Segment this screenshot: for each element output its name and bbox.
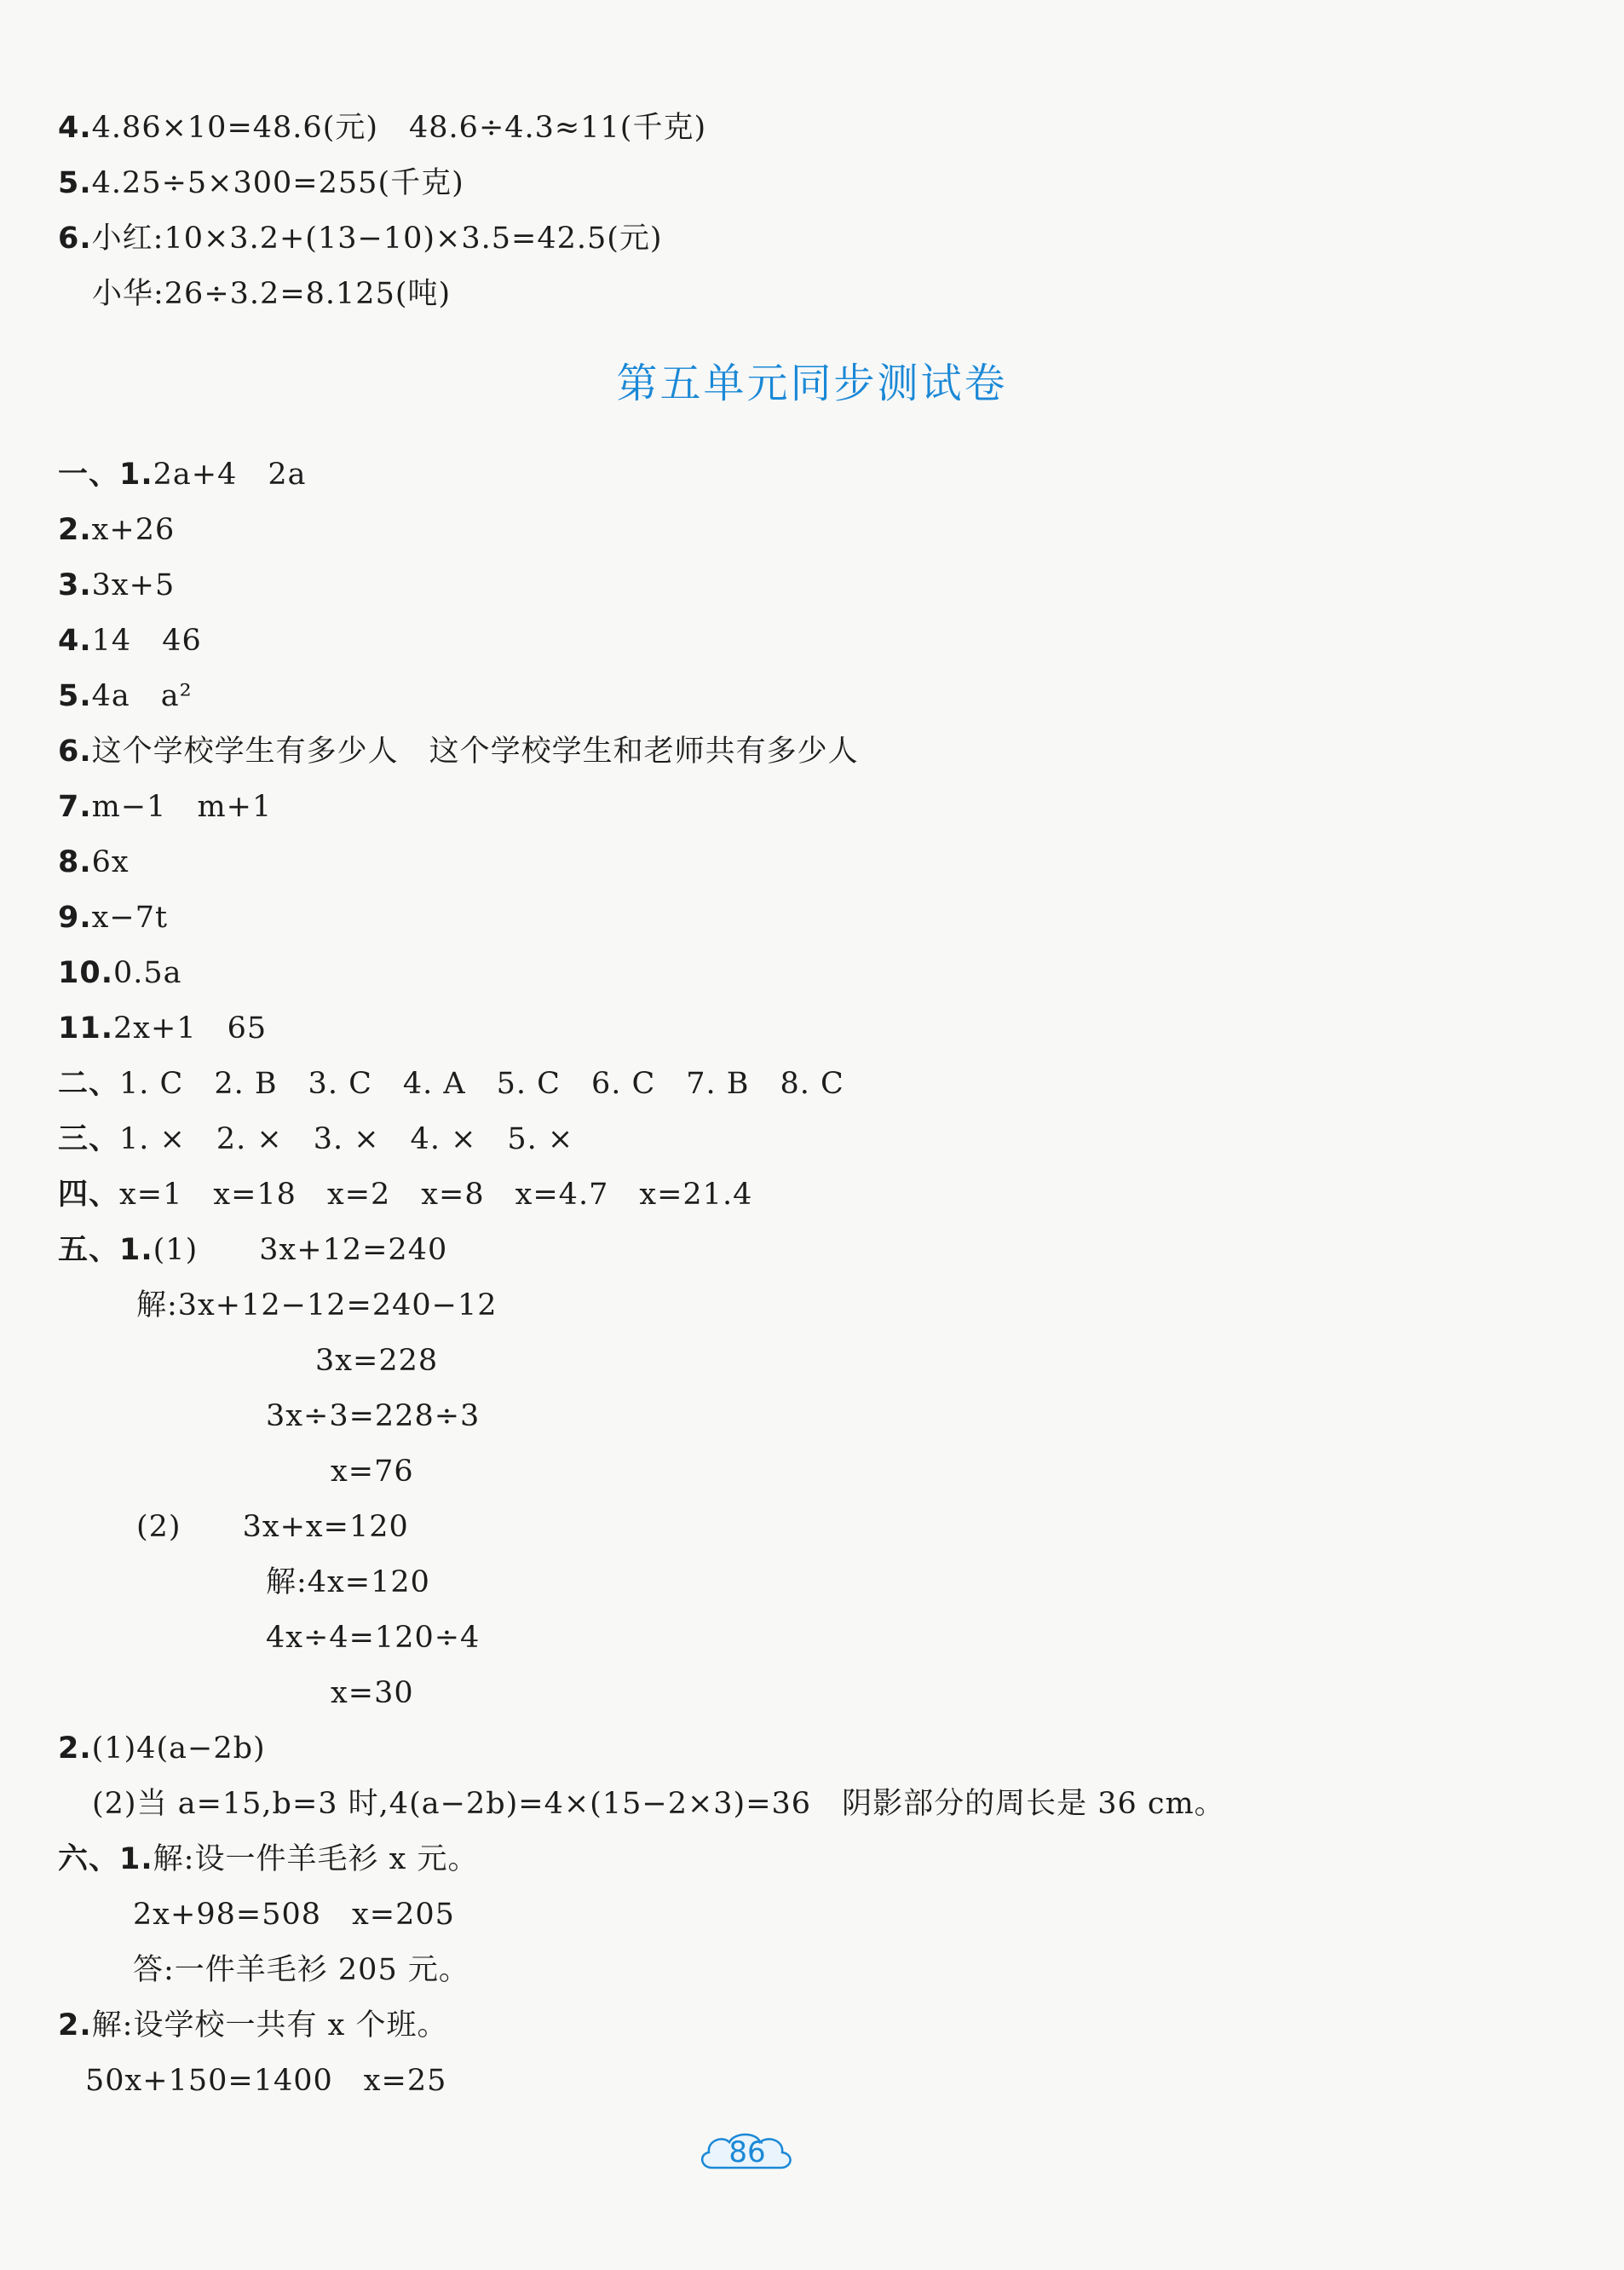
question-number: 2. <box>58 513 92 547</box>
question-number: 11. <box>58 1011 114 1046</box>
answer-line <box>92 275 451 313</box>
question-number: 4. <box>58 111 92 145</box>
answer-text: 2a+4 2a <box>153 458 307 492</box>
page-number-badge <box>697 2129 798 2178</box>
answer-line <box>58 899 168 936</box>
answer-text: (2)当 a=15,b=3 时,4(a−2b)=4×(15−2×3)=36 阴影部分的周长是 36 cm。 <box>92 1787 1225 1821</box>
question-number: 二、 <box>58 1067 120 1101</box>
answer-line <box>58 220 663 257</box>
answer-text: x=1 x=18 x=2 x=8 x=4.7 x=21.4 <box>119 1178 753 1212</box>
answer-text: 小红:10×3.2+(13−10)×3.5=42.5(元) <box>91 222 663 256</box>
question-number: 5. <box>58 679 92 713</box>
answer-line <box>58 109 706 147</box>
answer-line <box>58 1065 844 1103</box>
answer-line <box>58 954 182 992</box>
answer-line <box>92 1785 1225 1823</box>
question-number: 7. <box>58 790 92 824</box>
solution-step <box>331 1453 414 1490</box>
answer-line <box>58 677 193 715</box>
answer-line <box>58 733 859 770</box>
question-number: 2. <box>58 2008 92 2042</box>
answer-text: 3x÷3=228÷3 <box>266 1399 481 1433</box>
answer-text: x=76 <box>331 1455 414 1489</box>
answer-line <box>58 1121 573 1158</box>
solution-step <box>315 1342 438 1380</box>
solution-step <box>266 1619 480 1656</box>
answer-text: 答:一件羊毛衫 205 元。 <box>133 1953 469 1987</box>
answer-line <box>58 844 130 881</box>
answer-text: (1) 3x+12=240 <box>153 1233 448 1267</box>
question-number: 四、 <box>58 1178 120 1212</box>
question-number: 6. <box>58 222 92 256</box>
answer-text: 3x=228 <box>315 1344 439 1378</box>
question-number: 5. <box>58 166 92 200</box>
answer-text: 1. × 2. × 3. × 4. × 5. × <box>119 1122 574 1156</box>
answer-line <box>58 1231 447 1269</box>
answer-line <box>58 788 272 826</box>
answer-text: 解:4x=120 <box>266 1565 430 1599</box>
question-number: 一、1. <box>58 458 153 492</box>
answer-text: 4.86×10=48.6(元) 48.6÷4.3≈11(千克) <box>91 111 707 145</box>
answer-text: 解:3x+12−12=240−12 <box>136 1288 498 1322</box>
question-number: 2. <box>58 1731 92 1766</box>
answer-text: 14 46 <box>91 624 202 658</box>
answer-text: 4a a² <box>91 679 193 713</box>
answer-text: m−1 m+1 <box>91 790 273 824</box>
answer-text: 6x <box>91 845 130 879</box>
solution-step <box>85 2062 446 2100</box>
solution-step <box>266 1397 480 1435</box>
question-number: 六、1. <box>58 1842 153 1876</box>
solution-step <box>136 1287 498 1324</box>
answer-text: 这个学校学生有多少人 这个学校学生和老师共有多少人 <box>91 735 859 769</box>
answer-line <box>58 567 175 604</box>
answer-text: 4x÷4=120÷4 <box>266 1621 481 1655</box>
answer-text: 2x+1 65 <box>113 1011 268 1046</box>
question-number: 6. <box>58 735 92 769</box>
answer-text: 2x+98=508 x=205 <box>133 1898 455 1932</box>
solution-step <box>266 1564 430 1601</box>
answer-text: 1. C 2. B 3. C 4. A 5. C 6. C 7. B 8. C <box>119 1067 844 1101</box>
answer-text: 0.5a <box>113 956 182 990</box>
answer-line <box>58 164 464 202</box>
solution-step <box>136 1508 409 1546</box>
answer-text: x=30 <box>331 1676 414 1710</box>
question-number: 10. <box>58 956 114 990</box>
answer-text: 解:设学校一共有 x 个班。 <box>91 2008 448 2042</box>
answer-line <box>58 511 175 549</box>
question-number: 8. <box>58 845 92 879</box>
answer-text: x−7t <box>91 901 169 935</box>
answer-line <box>58 622 202 660</box>
question-number: 4. <box>58 624 92 658</box>
question-number: 三、 <box>58 1122 120 1156</box>
answer-text: 50x+150=1400 x=25 <box>85 2064 447 2098</box>
answer-text: (1)4(a−2b) <box>91 1731 266 1766</box>
answer-line <box>58 2007 447 2044</box>
solution-step <box>331 1674 414 1712</box>
answer-text: 解:设一件羊毛衫 x 元。 <box>153 1842 479 1876</box>
question-number: 3. <box>58 568 92 602</box>
answer-text: 小华:26÷3.2=8.125(吨) <box>92 277 452 311</box>
section-title: 第五单元同步测试卷 <box>616 360 1008 407</box>
answer-text: x+26 <box>91 513 176 547</box>
answer-line <box>58 1010 267 1047</box>
answer-line <box>58 456 307 493</box>
answer-line <box>58 1176 752 1213</box>
answer-text: 3x+5 <box>91 568 176 602</box>
answer-line <box>58 1841 478 1878</box>
question-number: 9. <box>58 901 92 935</box>
question-number: 五、1. <box>58 1233 153 1267</box>
answer-line <box>58 1730 266 1767</box>
solution-step <box>133 1896 455 1933</box>
page-number: 86 <box>728 2135 766 2169</box>
solution-step <box>133 1951 469 1989</box>
answer-text: (2) 3x+x=120 <box>136 1510 409 1544</box>
answer-text: 4.25÷5×300=255(千克) <box>91 166 464 200</box>
